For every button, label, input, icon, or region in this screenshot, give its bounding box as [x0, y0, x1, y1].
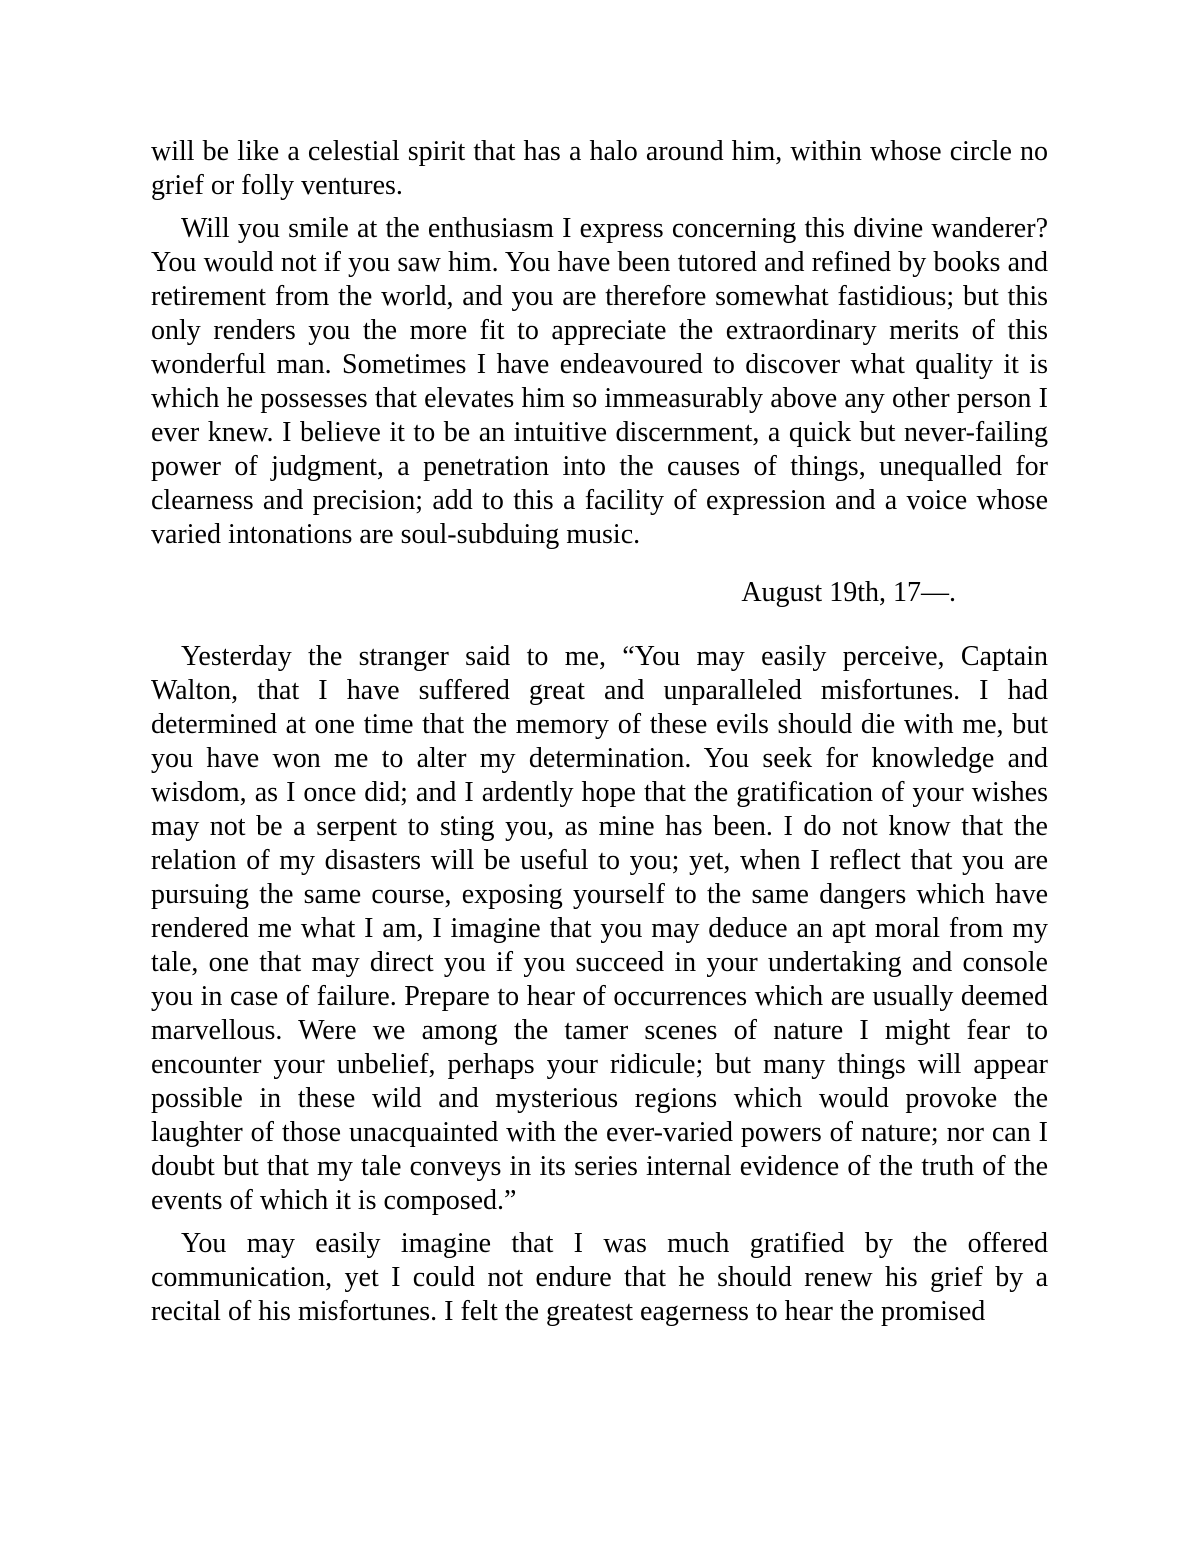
date-line: August 19th, 17—. [741, 577, 956, 608]
paragraph: Will you smile at the enthusiasm I express concerning this divine wanderer? You would not if you saw him. You have been tutored and refined by books and retirement from the world, and you are therefore somewhat fastidious; but this only renders you the more fit to appreciate the extraordinary merits of this wonderful man. Sometimes I have endeavoured to discover what quality it is which he possesses that elevates him so immeasurably above any other person I ever knew. I believe it to be an intuitive discernment, a quick but never-failing power of judgment, a penetration into the causes of things, unequalled for clearness and precision; add to this a facility of expression and a voice whose varied intonations are soul-subduing music. [151, 213, 1048, 550]
paragraph: Yesterday the stranger said to me, “You may easily perceive, Captain Walton, that I have suffered great and unparalleled misfortunes. I had determined at one time that the memory of these evils should die with me, but you have won me to alter my determination. You seek for knowledge and wisdom, as I once did; and I ardently hope that the gratification of your wishes may not be a serpent to sting you, as mine has been. I do not know that the relation of my disasters will be useful to you; yet, when I reflect that you are pursuing the same course, exposing yourself to the same dangers which have rendered me what I am, I imagine that you may deduce an apt moral from my tale, one that may direct you if you succeed in your undertaking and console you in case of failure. Prepare to hear of occurrences which are usually deemed marvellous. Were we among the tamer scenes of nature I might fear to encounter your unbelief, perhaps your ridicule; but many things will appear possible in these wild and mysterious regions which would provoke the laughter of those unacquainted with the ever-varied powers of nature; nor can I doubt but that my tale conveys in its series internal evidence of the truth of the events of which it is composed.” [151, 641, 1048, 1216]
paragraph: You may easily imagine that I was much gratified by the offered communication, yet I could not endure that he should renew his grief by a recital of his misfortunes. I felt the greatest eagerness to hear the promised [151, 1228, 1048, 1327]
paragraph-continuation: will be like a celestial spirit that has a halo around him, within whose circle no grief or folly ventures. [151, 136, 1048, 201]
